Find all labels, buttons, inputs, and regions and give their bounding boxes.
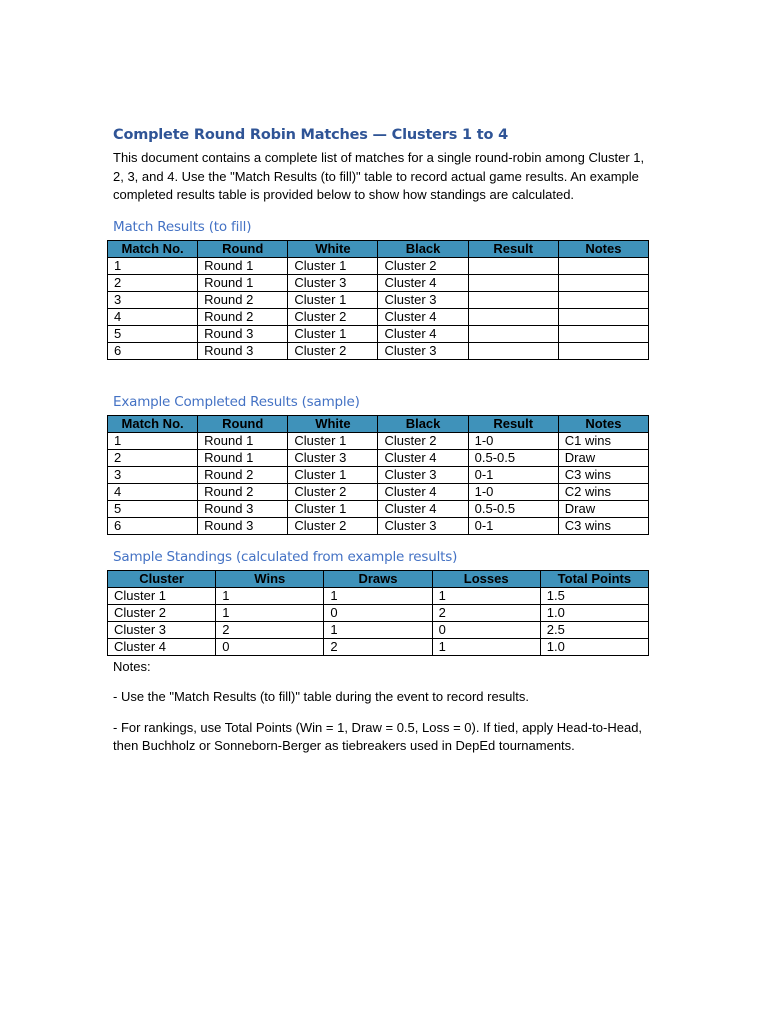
cell-losses: 2: [432, 604, 540, 621]
cell-match-no: 2: [108, 449, 198, 466]
table-row: [108, 308, 649, 325]
table-row: [108, 621, 649, 638]
cell-white: Cluster 2: [288, 308, 378, 325]
cell-black: Cluster 2: [378, 432, 468, 449]
cell-black: Cluster 4: [378, 483, 468, 500]
note-item: - For rankings, use Total Points (Win = 1, Draw = 0.5, Loss = 0). If tied, apply Head-to-Head, then Buchholz or Sonneborn-Berger as tiebreakers used in DepEd tournaments.: [113, 719, 643, 753]
header-black: Black: [378, 415, 468, 432]
header-result: Result: [468, 240, 558, 257]
example-results-table: [107, 415, 649, 535]
header-total-points: Total Points: [540, 570, 648, 587]
document-content: [107, 125, 649, 756]
cell-white: Cluster 3: [288, 449, 378, 466]
cell-draws: 2: [324, 638, 432, 655]
cell-match-no: 6: [108, 517, 198, 534]
cell-notes: Draw: [558, 500, 648, 517]
cell-black: Cluster 4: [378, 274, 468, 291]
cell-notes[interactable]: [558, 291, 648, 308]
table-header-row: [108, 240, 649, 257]
cell-cluster: Cluster 3: [108, 621, 216, 638]
cell-match-no: 3: [108, 291, 198, 308]
cell-black: Cluster 4: [378, 500, 468, 517]
cell-white: Cluster 1: [288, 291, 378, 308]
cell-cluster: Cluster 2: [108, 604, 216, 621]
cell-match-no: 6: [108, 342, 198, 359]
header-losses: Losses: [432, 570, 540, 587]
table-row: [108, 274, 649, 291]
header-round: Round: [198, 240, 288, 257]
cell-notes: Draw: [558, 449, 648, 466]
match-results-table: [107, 240, 649, 360]
header-white: White: [288, 415, 378, 432]
table-row: [108, 604, 649, 621]
table-header-row: [108, 415, 649, 432]
cell-result: 0.5-0.5: [468, 500, 558, 517]
cell-white: Cluster 2: [288, 517, 378, 534]
header-black: Black: [378, 240, 468, 257]
cell-wins: 1: [216, 604, 324, 621]
cell-black: Cluster 3: [378, 342, 468, 359]
cell-total-points: 2.5: [540, 621, 648, 638]
table-row: [108, 587, 649, 604]
cell-round: Round 2: [198, 291, 288, 308]
cell-white: Cluster 2: [288, 342, 378, 359]
header-match-no: Match No.: [108, 415, 198, 432]
table-row: [108, 500, 649, 517]
cell-wins: 0: [216, 638, 324, 655]
cell-total-points: 1.0: [540, 604, 648, 621]
standings-table: [107, 570, 649, 656]
cell-white: Cluster 1: [288, 257, 378, 274]
cell-round: Round 3: [198, 325, 288, 342]
cell-notes: C3 wins: [558, 466, 648, 483]
cell-white: Cluster 1: [288, 466, 378, 483]
table-row: [108, 483, 649, 500]
cell-wins: 2: [216, 621, 324, 638]
cell-white: Cluster 1: [288, 500, 378, 517]
cell-total-points: 1.0: [540, 638, 648, 655]
cell-round: Round 3: [198, 500, 288, 517]
cell-result[interactable]: [468, 291, 558, 308]
table-row: [108, 257, 649, 274]
cell-black: Cluster 3: [378, 517, 468, 534]
cell-black: Cluster 4: [378, 308, 468, 325]
cell-round: Round 3: [198, 342, 288, 359]
cell-notes[interactable]: [558, 308, 648, 325]
table-row: [108, 432, 649, 449]
cell-cluster: Cluster 1: [108, 587, 216, 604]
cell-black: Cluster 4: [378, 325, 468, 342]
cell-result[interactable]: [468, 342, 558, 359]
table-row: [108, 291, 649, 308]
cell-match-no: 1: [108, 257, 198, 274]
cell-losses: 0: [432, 621, 540, 638]
cell-round: Round 3: [198, 517, 288, 534]
header-draws: Draws: [324, 570, 432, 587]
cell-black: Cluster 2: [378, 257, 468, 274]
cell-round: Round 1: [198, 257, 288, 274]
cell-result[interactable]: [468, 274, 558, 291]
cell-round: Round 1: [198, 449, 288, 466]
cell-match-no: 4: [108, 308, 198, 325]
cell-match-no: 2: [108, 274, 198, 291]
cell-cluster: Cluster 4: [108, 638, 216, 655]
header-round: Round: [198, 415, 288, 432]
cell-black: Cluster 3: [378, 291, 468, 308]
standings-heading: Sample Standings (calculated from example results): [113, 548, 458, 565]
cell-losses: 1: [432, 587, 540, 604]
table-row: [108, 466, 649, 483]
cell-white: Cluster 3: [288, 274, 378, 291]
cell-match-no: 5: [108, 500, 198, 517]
cell-round: Round 2: [198, 466, 288, 483]
cell-notes[interactable]: [558, 342, 648, 359]
cell-notes: C3 wins: [558, 517, 648, 534]
cell-draws: 1: [324, 587, 432, 604]
header-wins: Wins: [216, 570, 324, 587]
cell-result: 0-1: [468, 517, 558, 534]
cell-notes: C2 wins: [558, 483, 648, 500]
cell-round: Round 1: [198, 274, 288, 291]
table-row: [108, 325, 649, 342]
cell-result: 1-0: [468, 483, 558, 500]
table-row: [108, 517, 649, 534]
cell-notes[interactable]: [558, 274, 648, 291]
table-header-row: [108, 570, 649, 587]
cell-round: Round 1: [198, 432, 288, 449]
header-white: White: [288, 240, 378, 257]
cell-notes: C1 wins: [558, 432, 648, 449]
cell-round: Round 2: [198, 308, 288, 325]
cell-white: Cluster 1: [288, 325, 378, 342]
cell-result[interactable]: [468, 325, 558, 342]
cell-match-no: 4: [108, 483, 198, 500]
cell-result[interactable]: [468, 257, 558, 274]
cell-notes[interactable]: [558, 257, 648, 274]
cell-white: Cluster 2: [288, 483, 378, 500]
cell-match-no: 3: [108, 466, 198, 483]
cell-result: 1-0: [468, 432, 558, 449]
cell-result: 0-1: [468, 466, 558, 483]
header-cluster: Cluster: [108, 570, 216, 587]
cell-wins: 1: [216, 587, 324, 604]
header-notes: Notes: [558, 415, 648, 432]
cell-match-no: 5: [108, 325, 198, 342]
table-row: [108, 449, 649, 466]
note-item: - Use the "Match Results (to fill)" table during the event to record results.: [113, 689, 530, 704]
cell-black: Cluster 4: [378, 449, 468, 466]
cell-round: Round 2: [198, 483, 288, 500]
notes-title: Notes:: [113, 658, 151, 674]
header-match-no: Match No.: [108, 240, 198, 257]
table-row: [108, 342, 649, 359]
cell-draws: 0: [324, 604, 432, 621]
cell-black: Cluster 3: [378, 466, 468, 483]
match-results-heading: Match Results (to fill): [113, 218, 252, 235]
header-result: Result: [468, 415, 558, 432]
cell-draws: 1: [324, 621, 432, 638]
intro-paragraph: This document contains a complete list of matches for a single round-robin among Cluster 1, 2, 3, and 4. Use the "Match Results (to fill)" table to record actual game results. An example completed results table is provided below to show how standings are calculated.: [113, 150, 645, 202]
cell-total-points: 1.5: [540, 587, 648, 604]
example-results-heading: Example Completed Results (sample): [113, 393, 360, 410]
document-title: Complete Round Robin Matches — Clusters 1 to 4: [113, 127, 509, 143]
cell-match-no: 1: [108, 432, 198, 449]
table-row: [108, 638, 649, 655]
cell-notes[interactable]: [558, 325, 648, 342]
cell-losses: 1: [432, 638, 540, 655]
cell-white: Cluster 1: [288, 432, 378, 449]
cell-result: 0.5-0.5: [468, 449, 558, 466]
header-notes: Notes: [558, 240, 648, 257]
cell-result[interactable]: [468, 308, 558, 325]
